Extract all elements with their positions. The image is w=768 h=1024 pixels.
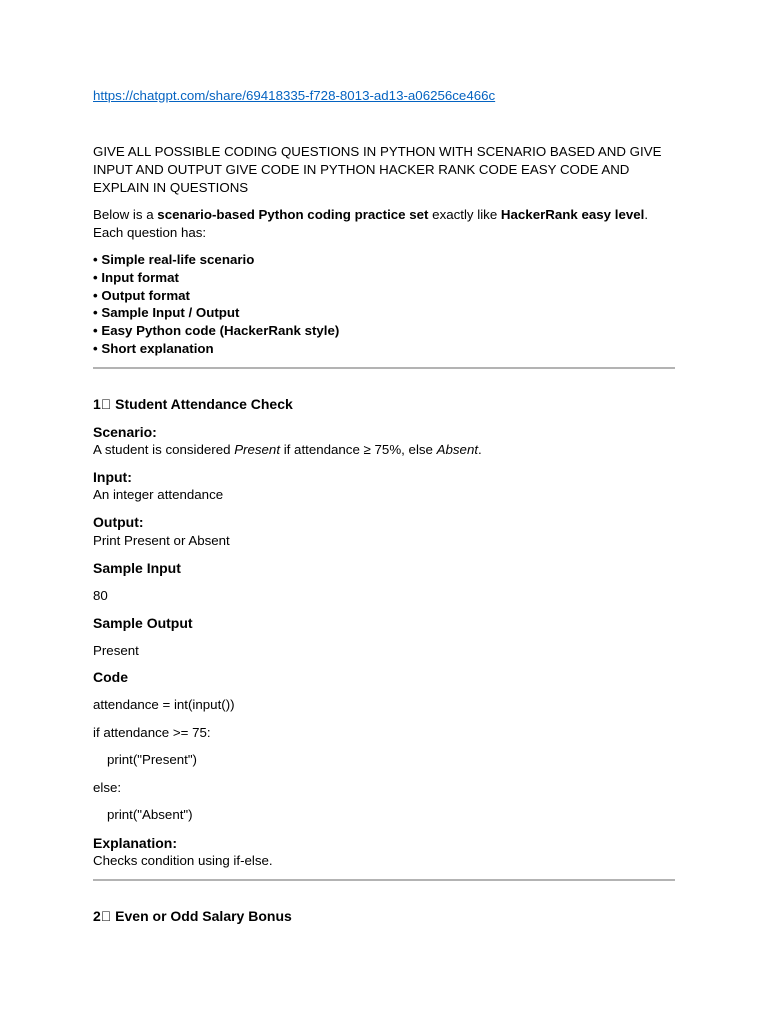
scenario-absent: Absent: [436, 442, 479, 457]
bullet-item: • Input format: [93, 270, 179, 285]
input-text: An integer attendance: [93, 487, 224, 502]
output-text: Print Present or Absent: [93, 533, 230, 548]
code-line: if attendance >= 75:: [93, 725, 211, 740]
code-line: print("Absent"): [107, 807, 193, 822]
scenario-mid: if attendance ≥ 75%, else: [280, 442, 437, 457]
intro-bold-1: scenario-based Python coding practice set: [157, 207, 429, 222]
output-label: Output:: [93, 514, 144, 530]
explanation-text: Checks condition using if-else.: [93, 853, 273, 868]
code-line: else:: [93, 780, 122, 795]
code-label: Code: [93, 669, 128, 685]
question-1-title: 1⃣ Student Attendance Check: [93, 396, 293, 412]
divider: [93, 367, 675, 369]
scenario-post: .: [478, 442, 482, 457]
sample-input-label: Sample Input: [93, 560, 181, 576]
bullet-item: • Short explanation: [93, 341, 214, 356]
scenario-pre: A student is considered: [93, 442, 235, 457]
sample-output-label: Sample Output: [93, 615, 193, 631]
explanation-label: Explanation:: [93, 835, 178, 851]
intro-pre: Below is a: [93, 207, 158, 222]
bullet-item: • Easy Python code (HackerRank style): [93, 323, 340, 338]
bullet-item: • Sample Input / Output: [93, 305, 240, 320]
intro-line-2: Each question has:: [93, 225, 207, 240]
bullet-item: • Output format: [93, 288, 190, 303]
scenario-text: [93, 441, 482, 459]
intro-bold-2: HackerRank easy level: [500, 207, 645, 222]
bullet-item: • Simple real-life scenario: [93, 252, 255, 267]
sample-output-value: Present: [93, 643, 139, 658]
intro-line: [93, 206, 648, 224]
input-label: Input:: [93, 469, 132, 485]
question-2-title: 2⃣ Even or Odd Salary Bonus: [93, 908, 292, 924]
code-line: print("Present"): [107, 752, 197, 767]
code-line: attendance = int(input()): [93, 697, 235, 712]
prompt-text: GIVE ALL POSSIBLE CODING QUESTIONS IN PYTHON WITH SCENARIO BASED AND GIVE INPUT AND OUTPUT GIVE CODE IN PYTHON HACKER RANK CODE EASY CODE AND EXPLAIN IN QUESTIONS: [93, 144, 662, 195]
divider: [93, 879, 675, 881]
scenario-label: Scenario:: [93, 424, 157, 440]
scenario-present: Present: [234, 442, 281, 457]
intro-post: .: [644, 207, 649, 222]
sample-input-value: 80: [93, 588, 108, 603]
intro-mid: exactly like: [428, 207, 501, 222]
share-link[interactable]: https://chatgpt.com/share/69418335-f728-8013-ad13-a06256ce466c: [93, 88, 496, 103]
